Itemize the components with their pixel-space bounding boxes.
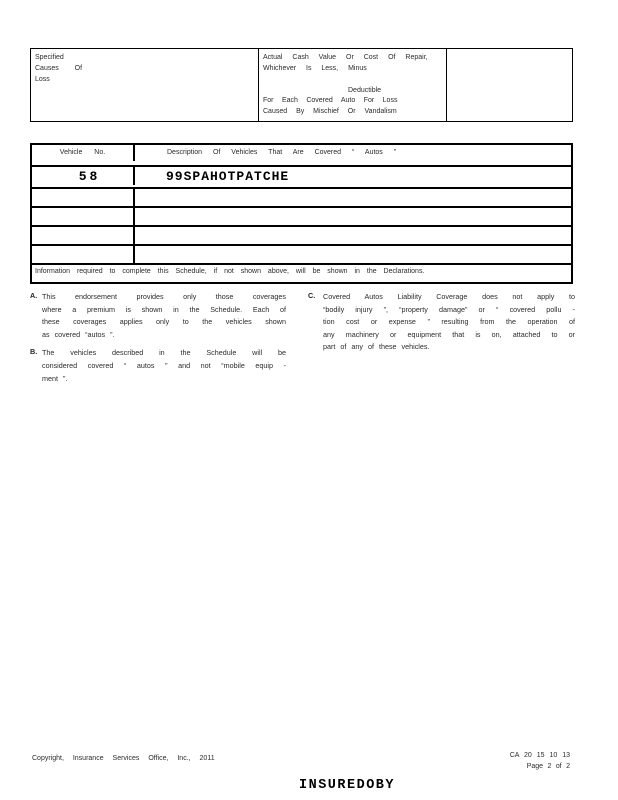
provisions-right-column bbox=[308, 291, 575, 360]
specified-causes-line: Specified bbox=[35, 54, 64, 61]
insured-stamp: INSUREDOBY bbox=[299, 778, 396, 793]
vehicle-description-value: 99SPAHOTPATCHE bbox=[166, 169, 290, 184]
provision-b-marker: B. bbox=[30, 347, 38, 357]
provision-c-line: Covered Autos Liability Coverage does not apply to bbox=[323, 292, 575, 301]
provisions-left-column bbox=[30, 291, 286, 391]
provision-c bbox=[308, 291, 575, 354]
provision-b-line: The vehicles described in the Schedule will be bbox=[42, 348, 286, 358]
schedule-note: Information required to complete this Schedule, if not shown above, will be shown in the Declarations. bbox=[35, 268, 425, 275]
provision-a-line: This endorsement provides only those coverages bbox=[42, 292, 286, 301]
provision-a-line: these coverages applies only to the vehicles shown bbox=[42, 317, 286, 327]
loss-payment-table bbox=[30, 48, 573, 122]
provision-c-line: “bodily injury ”, “property damage” or “ covered pollu - bbox=[323, 304, 575, 314]
vehicle-no-header: Vehicle No. bbox=[32, 145, 135, 161]
provision-b-line: considered covered “ autos ” and not “mobile equip - bbox=[42, 360, 286, 370]
schedule-empty-row bbox=[32, 227, 571, 246]
loss-payment-cell bbox=[259, 49, 447, 121]
loss-payment-line: Caused By Mischief Or Vandalism bbox=[263, 108, 397, 116]
provision-a-marker: A. bbox=[30, 291, 38, 300]
specified-causes-cell bbox=[31, 49, 259, 121]
copyright-line: Copyright, Insurance Services Office, Inc., 2011 bbox=[32, 755, 215, 762]
provision-a-line: where a premium is shown in the Schedule. Each of bbox=[42, 304, 286, 314]
loss-payment-line: Whichever Is Less, Minus bbox=[263, 64, 367, 72]
specified-causes-line: Causes Of bbox=[35, 64, 83, 72]
schedule-data-row bbox=[32, 167, 571, 189]
schedule-table bbox=[30, 143, 573, 284]
loss-payment-line: Actual Cash Value Or Cost Of Repair, bbox=[263, 54, 428, 61]
provision-c-line: any machinery or equipment that is on, attached to or bbox=[323, 329, 575, 339]
provision-b-line: ment ”. bbox=[42, 373, 68, 383]
provision-c-line: part of any of these vehicles. bbox=[323, 342, 430, 352]
empty-cell bbox=[447, 49, 572, 121]
provision-a bbox=[30, 291, 286, 341]
schedule-empty-row bbox=[32, 246, 571, 265]
provision-b bbox=[30, 347, 286, 385]
deductible-label: Deductible bbox=[348, 86, 382, 94]
provision-a-line: as covered “autos ”. bbox=[42, 329, 115, 339]
schedule-header-row bbox=[32, 145, 571, 167]
form-number: CA 20 15 10 13 bbox=[509, 752, 570, 759]
page-number: Page 2 of 2 bbox=[526, 763, 570, 770]
description-header: Description Of Vehicles That Are Covered “ Autos ” bbox=[167, 149, 397, 156]
schedule-note-row bbox=[32, 265, 571, 282]
specified-causes-line: Loss bbox=[35, 75, 50, 83]
schedule-empty-row bbox=[32, 208, 571, 227]
provision-c-marker: C. bbox=[308, 291, 316, 300]
schedule-empty-row bbox=[32, 189, 571, 208]
provision-c-line: tion cost or expense ” resulting from the operation of bbox=[323, 317, 575, 327]
loss-payment-line: For Each Covered Auto For Loss bbox=[263, 97, 398, 105]
vehicle-no-value: 58 bbox=[32, 167, 135, 185]
